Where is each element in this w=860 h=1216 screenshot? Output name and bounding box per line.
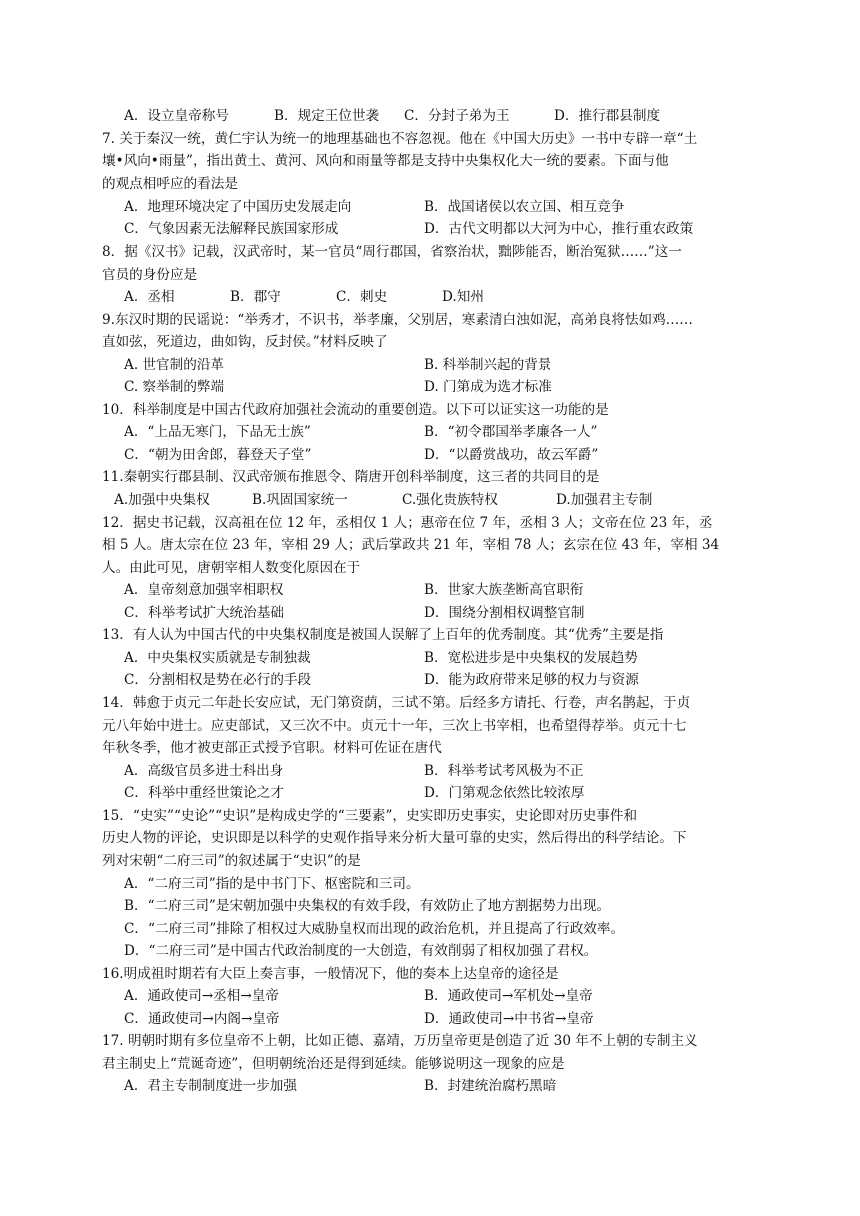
question-16-stem-line: 16.明成祖时期若有大臣上奏言事，一般情况下，他的奏本上达皇帝的途径是: [102, 966, 559, 982]
question-14-stem-line: 年秋冬季，他才被吏部正式授予官职。材料可佐证在唐代: [102, 740, 442, 756]
option-row: [124, 286, 784, 308]
option-b: B．科举考试考风极为不正: [424, 763, 584, 779]
option-a: A．通政使司→丞相→皇帝: [124, 988, 279, 1004]
option-c: C．刺史: [336, 289, 388, 305]
option-d: D．古代文明都以大河为中心，推行重农政策: [424, 221, 694, 237]
option-a: A．“上品无寒门，下品无士族”: [124, 424, 311, 440]
option-row: [124, 196, 784, 218]
question-7-stem-line: 7. 关于秦汉一统，黄仁宇认为统一的地理基础也不容忽视。他在《中国大历史》一书中专辟一章“土: [102, 131, 698, 147]
option-c: C．气象因素无法解释民族国家形成: [124, 221, 339, 237]
option-row: [124, 579, 784, 601]
option-a: A．高级官员多进士科出身: [124, 763, 284, 779]
question-15-stem-line: 15．“史实”“史论”“史识”是构成史学的“三要素”，史实即历史事实，史论即对历史事件和: [102, 808, 638, 824]
option-b: B. 科举制兴起的背景: [424, 357, 552, 373]
option-b: B．郡守: [230, 289, 281, 305]
option-b: B．“二府三司”是宋朝加强中央集权的有效手段，有效防止了地方割据势力出现。: [124, 898, 611, 914]
option-c: C．“二府三司”排除了相权过大威胁皇权而出现的政治危机，并且提高了行政效率。: [124, 921, 625, 937]
option-b: B．“初令郡国举孝廉各一人”: [424, 424, 598, 440]
option-b: B．通政使司→军机处→皇帝: [424, 988, 593, 1004]
option-b: B．封建统治腐朽黑暗: [424, 1078, 557, 1094]
option-d: D. 门第成为选才标准: [424, 379, 552, 395]
question-11-stem-line: 11.秦朝实行郡县制、汉武帝颁布推恩令、隋唐开创科举制度，这三者的共同目的是: [102, 469, 600, 485]
option-d: D．推行郡县制度: [554, 108, 661, 124]
option-row: [124, 1075, 784, 1097]
option-row: [124, 105, 784, 127]
option-d: D．门第观念依然比较浓厚: [424, 785, 585, 801]
option-c: C．分封子弟为王: [404, 108, 510, 124]
question-9-stem-line: 直如弦，死道边，曲如钩，反封侯。”材料反映了: [102, 334, 388, 350]
question-7-stem-line: 壤•风向•雨量”，指出黄土、黄河、风向和雨量等都是支持中央集权化大一统的要素。下面与他: [102, 153, 669, 169]
option-d: D．围绕分割相权调整官制: [424, 605, 585, 621]
option-row: [124, 376, 784, 398]
option-c: C．“朝为田舍郎，暮登天子堂”: [124, 447, 312, 463]
option-a: A．地理环境决定了中国历史发展走向: [124, 199, 352, 215]
option-row: [124, 444, 784, 466]
option-b: B．战国诸侯以农立国、相互竞争: [424, 199, 625, 215]
question-9-stem-line: 9.东汉时期的民谣说：“举秀才，不识书，举孝廉，父别居，寒素清白浊如泥，高弟良将怯如鸡……: [102, 312, 693, 328]
option-row: [124, 218, 784, 240]
option-row: [124, 669, 784, 691]
option-d: D．“以爵赏战功，故云军爵”: [424, 447, 599, 463]
option-c: C．科举中重经世策论之才: [124, 785, 284, 801]
option-b: B.巩固国家统一: [252, 492, 348, 508]
option-d: D．通政使司→中书省→皇帝: [424, 1011, 594, 1027]
option-row: [102, 489, 762, 511]
question-12-stem-line: 12．据史书记载，汉高祖在位 12 年，丞相仅 1 人；惠帝在位 7 年，丞相 3 人；文帝在位 23 年，丞: [102, 515, 713, 531]
option-row: [124, 985, 784, 1007]
option-row: [124, 782, 784, 804]
question-7-stem-line: 的观点相呼应的看法是: [102, 176, 238, 192]
option-d: D.加强君主专制: [556, 492, 653, 508]
question-13-stem-line: 13．有人认为中国古代的中央集权制度是被国人误解了上百年的优秀制度。其“优秀”主要是指: [102, 627, 664, 643]
option-d: D．能为政府带来足够的权力与资源: [424, 672, 639, 688]
question-8-stem-line: 官员的身份应是: [102, 267, 198, 283]
option-a: A．中央集权实质就是专制独裁: [124, 650, 311, 666]
option-a: A．君主专制制度进一步加强: [124, 1078, 297, 1094]
option-a: A.加强中央集权: [114, 492, 210, 508]
option-row: [124, 647, 784, 669]
option-d: D．“二府三司”是中国古代政治制度的一大创造，有效削弱了相权加强了君权。: [124, 943, 598, 959]
option-a: A．皇帝刻意加强宰相职权: [124, 582, 284, 598]
option-c: C．科举考试扩大统治基础: [124, 605, 284, 621]
question-14-stem-line: 元八年始中进士。应吏部试，又三次不中。贞元十一年，三次上书宰相，也希望得荐举。贞元十七: [102, 718, 687, 734]
question-8-stem-line: 8．据《汉书》记载，汉武帝时，某一官员“周行郡国，省察治状，黜陟能否，断治冤狱……”这一: [102, 244, 682, 260]
option-row: [124, 421, 784, 443]
option-c: C.强化贵族特权: [402, 492, 498, 508]
option-b: B．世家大族垄断高官职衔: [424, 582, 584, 598]
option-a: A．丞相: [124, 289, 175, 305]
option-row: [124, 602, 784, 624]
option-d: D.知州: [442, 289, 484, 305]
option-b: B．规定王位世袭: [274, 108, 380, 124]
question-12-stem-line: 相 5 人。唐太宗在位 23 年，宰相 29 人；武后掌政共 21 年，宰相 78 人；玄宗在位 43 年，宰相 34: [102, 537, 720, 553]
question-12-stem-line: 人。由此可见，唐朝宰相人数变化原因在于: [102, 560, 361, 576]
option-b: B．宽松进步是中央集权的发展趋势: [424, 650, 638, 666]
option-a: A．设立皇帝称号: [124, 108, 229, 124]
option-c: C. 察举制的弊端: [124, 379, 225, 395]
option-c: C．分割相权是势在必行的手段: [124, 672, 312, 688]
question-10-stem-line: 10．科举制度是中国古代政府加强社会流动的重要创造。以下可以证实这一功能的是: [102, 402, 609, 418]
question-17-stem-line: 君主制史上“荒诞奇迹”，但明朝统治还是得到延续。能够说明这一现象的应是: [102, 1056, 565, 1072]
option-row: [124, 1008, 784, 1030]
question-15-stem-line: 列对宋朝“二府三司”的叙述属于“史识”的是: [102, 853, 361, 869]
question-17-stem-line: 17. 明朝时期有多位皇帝不上朝，比如正德、嘉靖，万历皇帝更是创造了近 30 年不上朝的专制主义: [102, 1033, 698, 1049]
option-row: [124, 760, 784, 782]
option-a: A．“二府三司”指的是中书门下、枢密院和三司。: [124, 876, 420, 892]
option-c: C．通政使司→内阁→皇帝: [124, 1011, 280, 1027]
option-a: A. 世官制的沿革: [124, 357, 225, 373]
option-row: [124, 354, 784, 376]
question-14-stem-line: 14．韩愈于贞元二年赴长安应试，无门第资荫，三试不第。后经多方请托、行卷，声名鹊起，于贞: [102, 695, 691, 711]
question-15-stem-line: 历史人物的评论，史识即是以科学的史观作指导来分析大量可靠的史实，然后得出的科学结论。下: [102, 830, 687, 846]
